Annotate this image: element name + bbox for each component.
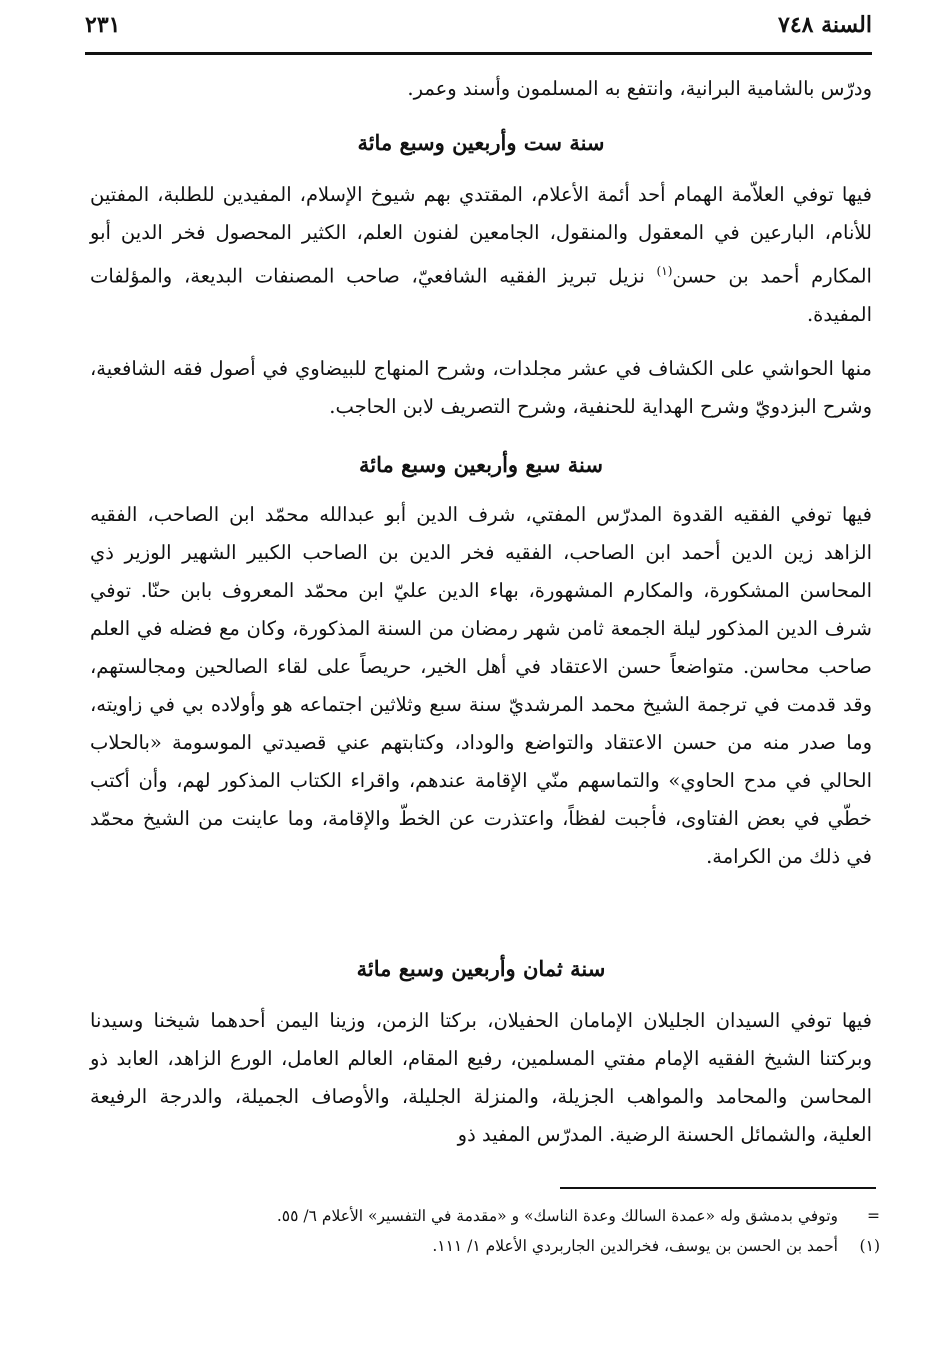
continuation-block [90,70,872,108]
header-year-label: السنة ٧٤٨ [778,12,872,38]
heading-year-747: سنة سبع وأربعين وسبع مائة [359,452,603,477]
footnote-continuation [180,1201,880,1231]
footnote-marker: (١) [859,1237,880,1255]
paragraph-748: فيها توفي السيدان الجليلان الإمامان الحفيلان، بركتا الزمن، وزينا اليمن أحدهما شيخنا وسيدنا وبركتنا الشيخ الفقيه الإمام مفتي المسلمين، رفيع المقام، العالم العامل، الورع الزاهد، العابد ذو المحاسن والمحامد والمواهب الجزيلة، والمنزلة الجليلة، والأوصاف الجميلة، والدرجة الرفيعة العلية، والشمائل الحسنة الرضية. المدرّس المفيد ذو [90,1009,872,1146]
paragraph-746-2: منها الحواشي على الكشاف في عشر مجلدات، وشرح المنهاج للبيضاوي في أصول فقه الشافعية، وشرح البزدويّ وشرح الهداية للحنفية، وشرح التصريف لابن الحاجب. [90,357,872,418]
section-746-paragraph-1 [90,176,872,334]
paragraph-continuation: ودرّس بالشامية البرانية، وانتفع به المسلمون وأسند وعمر. [407,77,872,100]
section-748-paragraph [90,1002,872,1154]
footnote-text: أحمد بن الحسن بن يوسف، فخرالدين الجاربردي الأعلام ١/ ١١١. [432,1237,838,1255]
footnote-text: وتوفي بدمشق وله «عمدة السالك وعدة الناسك» و «مقدمة في التفسير» الأعلام ٦/ ٥٥. [276,1207,838,1225]
section-746-paragraph-2 [90,350,872,426]
heading-year-746: سنة ست وأربعين وسبع مائة [357,130,605,155]
paragraph-746-1-text-b: نزيل تبريز الفقيه الشافعيّ، صاحب المصنفات البديعة، والمؤلفات المفيدة. [90,264,872,326]
footnote-1 [180,1231,880,1261]
header-rule [85,52,872,55]
footnote-marker: = [867,1207,880,1225]
paragraph-746-1 [90,176,872,334]
page-number: ٢٣١ [85,12,121,38]
footnote-separator [560,1187,876,1189]
heading-year-748: سنة ثمان وأربعين وسبع مائة [356,956,606,981]
footnote-reference-1: (١) [656,264,673,278]
paragraph-746-1-text-a: فيها توفي العلاّمة الهمام أحد أئمة الأعلام، المقتدي بهم شيوخ الإسلام، المفيدين للطلبة، المفتين للأنام، البارعين في المعقول والمنقول، الجامعين لفنون العلم، الكثير المحصول فخر الدين أبو المكارم أحمد بن حسن [90,183,872,288]
footnotes [180,1201,880,1261]
section-747-paragraph [90,496,872,876]
running-header [85,12,872,46]
paragraph-747: فيها توفي الفقيه القدوة المدرّس المفتي، شرف الدين أبو عبدالله محمّد ابن الصاحب، الفقيه الزاهد زين الدين أحمد ابن الصاحب، الفقيه فخر الدين بن الصاحب الكبير الشهير الوزير ذي المحاسن المشكورة، والمكارم المشهورة، بهاء الدين عليّ ابن محمّد المعروف بابن حنّا. توفي شرف الدين المذكور ليلة الجمعة ثامن شهر رمضان من السنة المذكورة، وكان مع فضله في العلم صاحب محاسن. متواضعاً حسن الاعتقاد في أهل الخير، حريصاً على لقاء الصالحين ومجالستهم، وقد قدمت في ترجمة الشيخ محمد المرشديّ سنة سبع وثلاثين اجتماعه هو وأولاده بي في زاويته، وما صدر منه من حسن الاعتقاد والتواضع والوداد، وكتابتهم عني قصيدتي الموسومة «بالحلاب الحالي في مدح الحاوي» والتماسهم منّي الإقامة عندهم، واقراء الكتاب المذكور لهم، وأن أكتب خطّي في بعض الفتاوى، فأجبت لفظاً، واعتذرت عن الخطّ والإقامة، وما عاينت من الشيخ محمّد في ذلك من الكرامة. [90,503,872,868]
